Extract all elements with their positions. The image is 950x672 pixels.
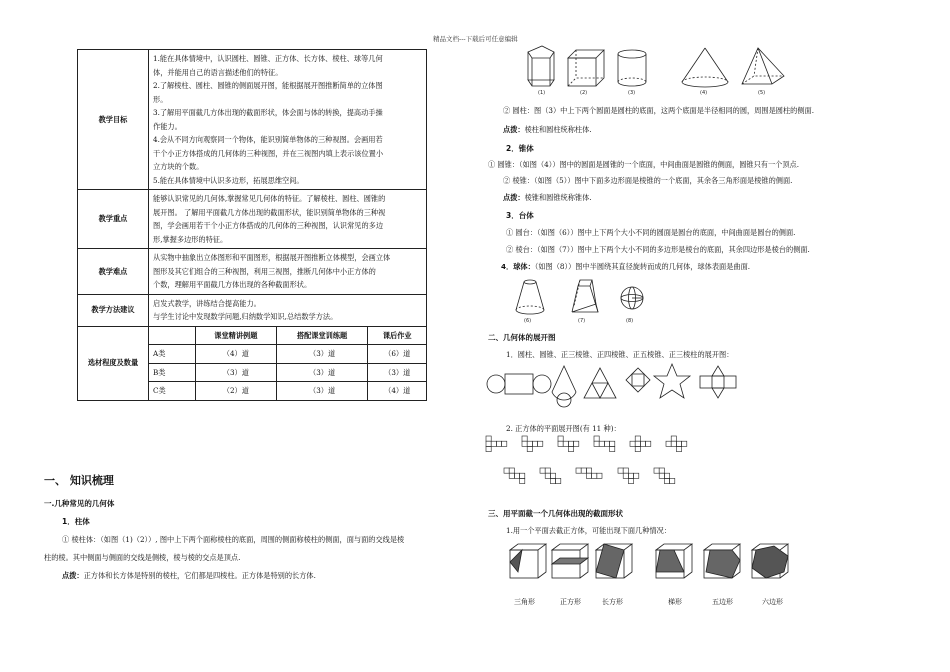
cube-nets-text: 2. 正方体的平面展开图(有 11 种)： xyxy=(506,424,621,433)
count-cell: （4）道 xyxy=(368,382,427,401)
count-cell: （3）道 xyxy=(196,363,277,382)
cylinder-figure xyxy=(618,50,646,86)
net-square xyxy=(682,441,687,446)
lesson-plan-table xyxy=(77,49,427,401)
cube-triangle-section xyxy=(510,544,546,578)
net-square xyxy=(664,473,669,478)
key-line: 图，学会画用若干个小正方体搭成的几何体的三种视图，认识常见的多边 xyxy=(153,221,384,230)
net-square xyxy=(522,436,527,441)
net-square xyxy=(592,473,597,478)
cube-net xyxy=(576,468,602,478)
tip-line xyxy=(503,125,592,135)
net-square xyxy=(563,441,568,446)
shape-label: 五边形 xyxy=(712,598,733,606)
objective-line: 1.能在具体情境中，认识圆柱、圆锥、正方体、长方体、棱柱、球等几何 xyxy=(153,54,383,63)
net-square xyxy=(586,468,591,473)
net-square xyxy=(623,468,628,473)
objective-line: 形。 xyxy=(153,94,168,104)
selection-label: 选材程度及数量 xyxy=(78,326,149,400)
net-square xyxy=(527,441,532,446)
net-square xyxy=(640,441,645,446)
key-line: 形,掌握多边形的特征。 xyxy=(153,234,228,244)
cross-section-figures xyxy=(504,542,794,588)
objectives-row xyxy=(78,50,427,190)
tip-text: 棱柱和圆柱统称柱体. xyxy=(524,125,592,134)
shape-label: 梯形 xyxy=(668,598,682,606)
cube-net xyxy=(666,436,687,452)
frustum-pyramid-text: ② 棱台：（如图（7））图中上下两个大小不同的多边形是棱台的底面，其余四边形是棱台的侧面. xyxy=(506,245,810,254)
difficulty-line: 个数，理解用平面截几方体出现的各种截面形状。 xyxy=(153,280,312,289)
net-square xyxy=(635,446,640,451)
net-square xyxy=(671,436,676,441)
figure-label: (8) xyxy=(626,318,634,324)
cuboid-figure xyxy=(568,50,604,86)
net-square xyxy=(676,441,681,446)
net-square xyxy=(597,473,602,478)
cube-net xyxy=(618,468,639,484)
solids-figure-row xyxy=(520,44,790,96)
net-square xyxy=(550,473,555,478)
item-title: 3．台体 xyxy=(506,211,534,220)
count-cell: （3）道 xyxy=(276,345,368,364)
count-cell: （4）道 xyxy=(196,345,277,364)
tip-text: 正方体和长方体是特别的棱柱，它们都是四棱柱。正方体是特别的长方体. xyxy=(83,571,316,580)
net-square xyxy=(610,446,615,451)
net-square xyxy=(509,473,514,478)
net-square xyxy=(545,473,550,478)
pentagonal-prism-figure xyxy=(528,46,554,86)
tip-text: 棱锥和圆锥统称锥体. xyxy=(524,193,592,202)
objectives-text xyxy=(149,50,427,190)
section-title: 二、几何体的展开图 xyxy=(488,333,556,342)
net-square xyxy=(635,441,640,446)
net-square xyxy=(623,473,628,478)
shape-label: 长方形 xyxy=(602,598,623,606)
objective-line: 作能力。 xyxy=(153,121,182,131)
net-square xyxy=(545,468,550,473)
cube-net-group xyxy=(486,436,687,484)
count-cell: （6）道 xyxy=(368,345,427,364)
cube-rectangle-section xyxy=(596,544,632,578)
col-header: 课后作业 xyxy=(368,326,427,345)
pentagonal-pyramid-net-figure xyxy=(654,364,690,398)
shape-label: 三角形 xyxy=(514,598,535,606)
frustum-pyramid-figure xyxy=(572,280,598,312)
difficulty-line: 从实物中抽象出立体图形和平面图形，根据展开图推断立体模型，会画立体 xyxy=(153,253,391,262)
cube-nets-figure xyxy=(486,436,716,496)
subsection-title: 一.几种常见的几何体 xyxy=(44,499,115,508)
frustum-sphere-figures xyxy=(514,276,654,324)
cube-net xyxy=(540,468,561,484)
cone-figure xyxy=(682,48,728,87)
difficulty-row xyxy=(78,249,427,295)
net-square xyxy=(676,446,681,451)
cube-trapezoid-section xyxy=(656,544,692,578)
cube-net xyxy=(654,468,675,484)
method-line: 启发式教学，讲练结合提高能力。 xyxy=(153,298,261,308)
difficulty-text xyxy=(149,249,427,295)
objective-line: 4.会从不同方向观察同一个物体，能识别简单物体的三种视图。会画用若 xyxy=(153,135,383,144)
cube-square-section xyxy=(552,544,588,578)
objective-line: 立方块的个数。 xyxy=(153,162,204,171)
cube-hexagon-section xyxy=(752,544,788,578)
net-square xyxy=(558,436,563,441)
net-square xyxy=(568,446,573,451)
cylinder-net-figure xyxy=(487,374,551,394)
tip-label: 点拨： xyxy=(503,125,525,134)
cut-text: 1.用一个平面去截正方体，可能出现下面几种情况： xyxy=(506,526,671,535)
method-line: 与学生讨论中发现数学问题,归纳数学知识,总结数学方法。 xyxy=(153,312,338,321)
net-square xyxy=(520,473,525,478)
key-line: 能够认识常见的几何体,掌握常见几何体的特征。了解棱柱、圆柱、圆锥的 xyxy=(153,194,386,203)
figure-label: (6) xyxy=(524,318,532,324)
net-square xyxy=(594,441,599,446)
net-square xyxy=(671,441,676,446)
level-cell: B类 xyxy=(149,363,196,382)
net-square xyxy=(502,441,507,446)
item-title: 1．柱体 xyxy=(62,517,90,526)
key-line: 展开图。 了解用平面截几方体出现的截面形状，能识别简单物体的三种视 xyxy=(153,207,386,217)
net-square xyxy=(496,441,501,446)
net-square xyxy=(556,478,561,483)
cube-net xyxy=(594,436,615,452)
cube-net xyxy=(558,436,579,452)
objective-line: 体，并能用自己的语言描述他们的特征。 xyxy=(153,67,283,77)
objective-line: 2.了解棱柱、圆柱、圆锥的侧面展开图，能根据展开图推断简单的立体图 xyxy=(153,81,383,90)
selection-header-row xyxy=(78,326,427,345)
method-row xyxy=(78,294,427,326)
net-square xyxy=(486,436,491,441)
prism-text: ① 棱柱体：（如图（1)（2））, 图中上下两个面称棱柱的底面，周围的侧面称棱柱的侧面，面与面的交线是棱 xyxy=(62,535,405,544)
net-square xyxy=(509,468,514,473)
cube-net xyxy=(486,436,507,452)
method-label: 教学方法建议 xyxy=(78,294,149,326)
net-square xyxy=(594,436,599,441)
figure-label: (4) xyxy=(700,90,708,96)
net-square xyxy=(491,441,496,446)
figure-label: (5) xyxy=(758,90,766,96)
net-square xyxy=(504,468,509,473)
level-cell: C类 xyxy=(149,382,196,401)
net-square xyxy=(610,441,615,446)
net-square xyxy=(540,468,545,473)
net-square xyxy=(666,441,671,446)
net-square xyxy=(520,478,525,483)
objective-line: 5.能在具体情境中认识多边形，拓展思维空间。 xyxy=(153,175,304,185)
net-square xyxy=(654,468,659,473)
net-square xyxy=(514,473,519,478)
net-square xyxy=(586,473,591,478)
net-square xyxy=(628,473,633,478)
figure-label: (7) xyxy=(578,318,586,324)
net-square xyxy=(659,468,664,473)
sphere-line xyxy=(501,262,750,272)
pyramid-text: ② 棱锥：（如图（5））图中下面多边形面是棱锥的一个底面，其余各三角形面是棱锥的侧面. xyxy=(503,176,793,185)
objectives-label: 教学目标 xyxy=(78,50,149,190)
difficulty-line: 图形及其它们组合的三种视图，利用三视图，推断几何体中小正方体的 xyxy=(153,266,376,276)
section-title: 三、用平面截一个几何体出现的截面形状 xyxy=(488,509,623,518)
level-cell: A类 xyxy=(149,345,196,364)
cube-pentagon-section xyxy=(704,544,740,578)
cylinder-text: ② 圆柱：图（3）中上下两个圆面是圆柱的底面，这两个底面是半径相同的圆，周围是圆柱的侧面. xyxy=(503,106,815,115)
nets-figure-row xyxy=(486,362,746,408)
prism-text-2: 柱的棱。其中侧面与侧面的交线是侧棱，棱与棱的交点是顶点. xyxy=(44,553,241,562)
frustum-cone-figure xyxy=(516,280,544,314)
key-row xyxy=(78,190,427,249)
triangular-pyramid-net-figure xyxy=(584,368,616,398)
count-cell: （3）道 xyxy=(368,363,427,382)
key-label: 教学重点 xyxy=(78,190,149,249)
figure-label: (3) xyxy=(628,90,636,96)
square-pyramid-net-figure xyxy=(626,368,650,392)
sphere-figure xyxy=(621,287,643,309)
net-square xyxy=(538,441,543,446)
count-cell: （3）道 xyxy=(276,363,368,382)
net-square xyxy=(550,478,555,483)
key-text xyxy=(149,190,427,249)
col-header: 搭配课堂训练题 xyxy=(276,326,368,345)
tip-label: 点拨： xyxy=(503,193,525,202)
method-text xyxy=(149,294,427,326)
page-header: 精品文档---下载后可任意编辑 xyxy=(433,35,518,43)
section-title: 一、 知识梳理 xyxy=(44,474,114,487)
count-cell: （3）道 xyxy=(276,382,368,401)
cone-text: ① 圆锥：（如图（4））图中的圆面是圆锥的一个底面，中间曲面是圆锥的侧面，圆锥只有一个顶点. xyxy=(488,160,800,169)
pyramid-figure xyxy=(742,48,784,84)
net-square xyxy=(664,478,669,483)
net-square xyxy=(618,468,623,473)
objective-line: 干个小正方体搭成的几何体的三种视图，并在三视图内填上表示该位置小 xyxy=(153,148,384,158)
triangular-prism-net-figure xyxy=(700,366,736,398)
net-square xyxy=(568,441,573,446)
net-square xyxy=(527,446,532,451)
cube-net xyxy=(504,468,525,484)
tip-line xyxy=(62,571,316,581)
net-square xyxy=(670,478,675,483)
net-square xyxy=(522,441,527,446)
net-square xyxy=(576,468,581,473)
net-square xyxy=(486,446,491,451)
cube-net xyxy=(522,436,543,452)
net-square xyxy=(604,441,609,446)
net-square xyxy=(634,473,639,478)
shape-label: 正方形 xyxy=(560,598,581,606)
net-square xyxy=(486,441,491,446)
net-square xyxy=(532,441,537,446)
sphere-text: （如图（8））图中半圆绕其直径旋转而成的几何体，球体表面是曲面. xyxy=(534,262,751,271)
net-square xyxy=(628,478,633,483)
figure-label: (2) xyxy=(580,90,588,96)
net-square xyxy=(574,441,579,446)
net-square xyxy=(659,473,664,478)
net-square xyxy=(646,441,651,446)
figure-label: (1) xyxy=(538,90,546,96)
item-title: 2．锥体 xyxy=(506,144,534,153)
net-square xyxy=(599,441,604,446)
net-square xyxy=(581,468,586,473)
sphere-label: 4．球体： xyxy=(501,262,535,271)
objective-line: 3.了解用平面截几方体出现的截面形状，体会面与体的转换，提高动手操 xyxy=(153,108,383,117)
count-cell: （2）道 xyxy=(196,382,277,401)
difficulty-label: 教学难点 xyxy=(78,249,149,295)
tip-line xyxy=(503,193,592,203)
shape-label: 六边形 xyxy=(762,598,783,606)
cube-net xyxy=(630,436,651,452)
col-header: 课堂精讲例题 xyxy=(196,326,277,345)
net-square xyxy=(635,436,640,441)
net-square xyxy=(558,441,563,446)
frustum-cone-text: ① 圆台：（如图（6））图中上下两个大小不同的圆面是圆台的底面，中间曲面是圆台的侧面. xyxy=(506,228,796,237)
nets-text: 1．圆柱、圆锥、正三棱锥、正四棱锥、正五棱锥、正三棱柱的展开图： xyxy=(506,350,734,359)
cone-net-figure xyxy=(552,366,576,407)
net-square xyxy=(630,441,635,446)
blank-cell xyxy=(149,326,196,345)
tip-label: 点拨： xyxy=(62,571,84,580)
